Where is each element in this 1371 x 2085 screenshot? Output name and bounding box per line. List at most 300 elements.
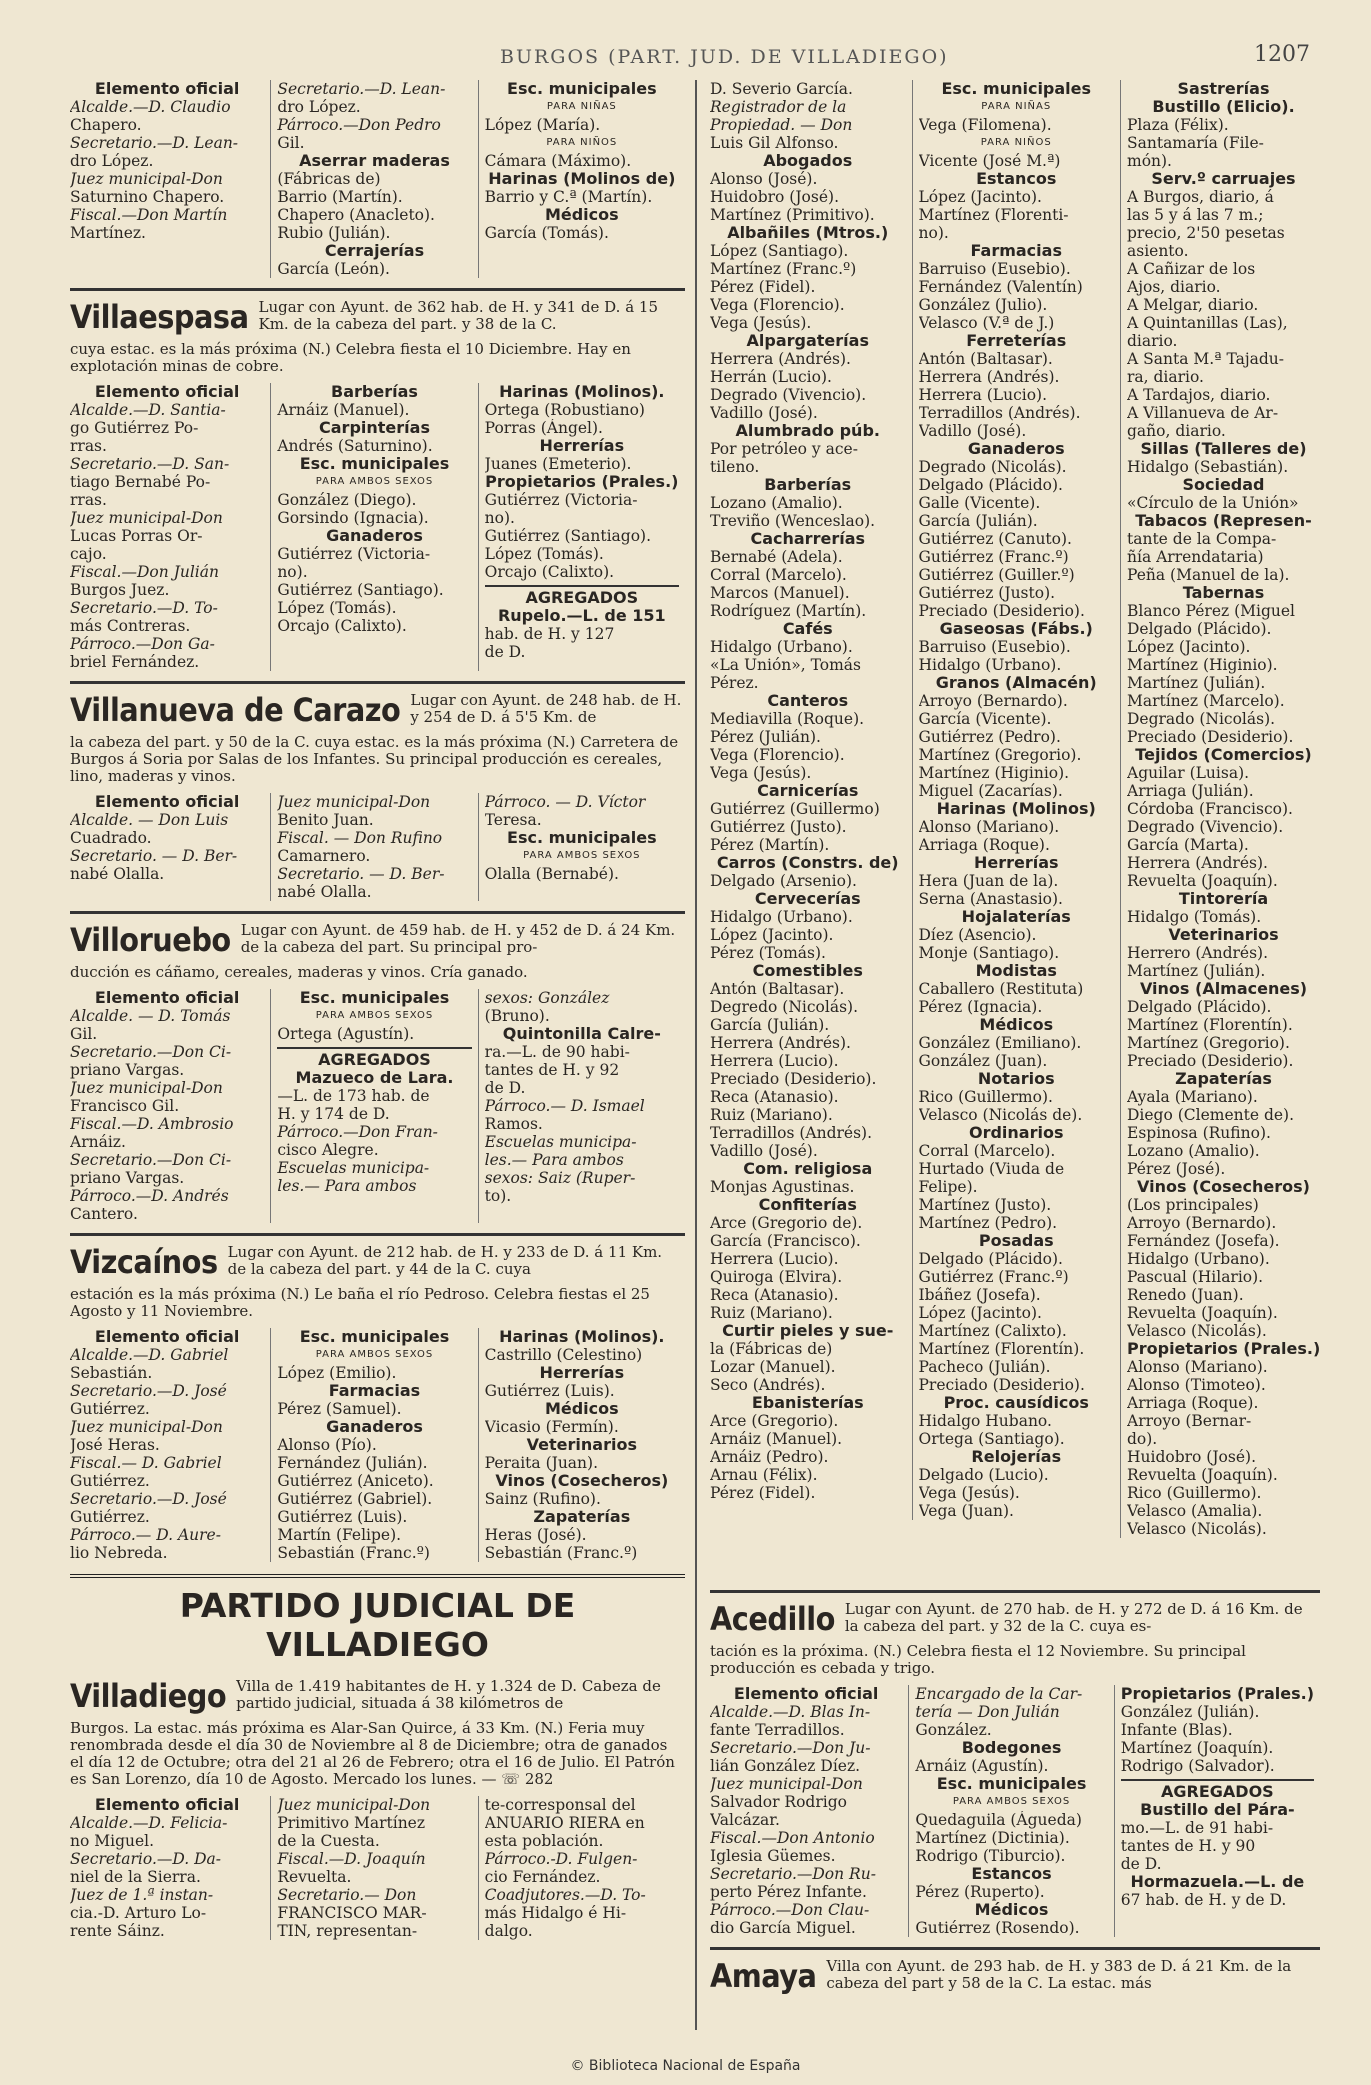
list-item: Pérez. bbox=[710, 674, 759, 692]
list-item: cisco Alegre. bbox=[277, 1141, 379, 1159]
list-item: (Los principales) bbox=[1127, 1196, 1259, 1214]
list-item: Ruiz (Mariano). bbox=[710, 1106, 833, 1124]
list-item: Ferreterías bbox=[966, 332, 1067, 350]
list-item: Salvador Rodrigo bbox=[710, 1793, 847, 1811]
list-item: Barruiso (Eusebio). bbox=[918, 638, 1071, 656]
credit-footer: © Biblioteca Nacional de España bbox=[570, 2058, 801, 2074]
list-item: Arce (Gregorio). bbox=[710, 1412, 839, 1430]
directory-col-c bbox=[1120, 80, 1320, 1538]
list-item: Ganaderos bbox=[967, 440, 1065, 458]
list-item: esta población. bbox=[484, 1832, 604, 1850]
list-item: de la Cuesta. bbox=[277, 1832, 380, 1850]
list-item: Secretario.— Don bbox=[277, 1886, 417, 1904]
list-item: Herrero (Andrés). bbox=[1127, 944, 1269, 962]
town-heading-villaespasa bbox=[70, 288, 685, 335]
list-item: González. bbox=[915, 1721, 992, 1739]
list-item: Párroco. — D. Víctor bbox=[484, 793, 646, 811]
list-item: Juez municipal-Don bbox=[70, 170, 223, 188]
villaespasa-col3 bbox=[478, 383, 685, 671]
list-item: asiento. bbox=[1127, 242, 1189, 260]
list-item: les.— Para ambos bbox=[277, 1177, 417, 1195]
list-item: García (Vicente). bbox=[918, 710, 1052, 728]
list-item: Ibáñez (Josefa). bbox=[918, 1286, 1041, 1304]
list-item: Pérez (Samuel). bbox=[277, 1400, 402, 1418]
list-item: te-corresponsal del bbox=[484, 1796, 636, 1814]
list-item: Harinas (Molinos de) bbox=[488, 170, 676, 188]
list-item: Degrado (Vivencio). bbox=[1127, 818, 1284, 836]
list-item: Ajos, diario. bbox=[1127, 278, 1221, 296]
list-item: Francisco Gil. bbox=[70, 1097, 180, 1115]
list-item: Ebanisterías bbox=[751, 1394, 864, 1412]
list-item: Serna (Anastasio). bbox=[918, 890, 1063, 908]
list-item: mo.—L. de 91 habi- bbox=[1120, 1819, 1274, 1837]
list-item: Harinas (Molinos) bbox=[936, 800, 1096, 818]
list-item: Delgado (Arsenio). bbox=[710, 872, 857, 890]
list-item: Alumbrado púb. bbox=[735, 422, 880, 440]
list-item: Carpinterías bbox=[319, 419, 430, 437]
list-item: las 5 y á las 7 m.; bbox=[1127, 206, 1264, 224]
list-item: Ramos. bbox=[484, 1115, 543, 1133]
list-item: Juez municipal-Don bbox=[70, 509, 223, 527]
list-item: Quintonilla Calre- bbox=[502, 1025, 661, 1043]
list-item: Fernández (Julián). bbox=[277, 1454, 428, 1472]
list-item: Esc. municipales bbox=[941, 80, 1092, 98]
list-item: A Burgos, diario, á bbox=[1127, 188, 1274, 206]
list-item: no). bbox=[484, 509, 515, 527]
list-item: Delgado (Plácido). bbox=[1127, 998, 1272, 1016]
list-item: Notarios bbox=[977, 1070, 1055, 1088]
list-item: Pérez (Julián). bbox=[710, 728, 821, 746]
list-item: dro López. bbox=[277, 98, 361, 116]
town-heading-villadiego bbox=[70, 1670, 685, 1714]
list-item: Peña (Manuel de la). bbox=[1127, 566, 1290, 584]
list-item: cio Fernández. bbox=[484, 1868, 601, 1886]
list-item: Sebastián (Franc.º) bbox=[484, 1544, 638, 1562]
list-item: Esc. municipales bbox=[507, 829, 657, 847]
list-item: Párroco.—Don Ga- bbox=[70, 635, 215, 653]
list-item: Preciado (Desiderio). bbox=[918, 1376, 1085, 1394]
list-item: Arnáiz. bbox=[70, 1133, 126, 1151]
list-item: Aserrar maderas bbox=[299, 152, 450, 170]
list-item: Huidobro (José). bbox=[1127, 1448, 1256, 1466]
list-item: Revuelta. bbox=[277, 1868, 352, 1886]
list-item: Fiscal.—D. Joaquín bbox=[277, 1850, 426, 1868]
list-item: Hidalgo (Urbano). bbox=[918, 656, 1062, 674]
list-item: Gutiérrez (Pedro). bbox=[918, 728, 1061, 746]
list-item: Espinosa (Rufino). bbox=[1127, 1124, 1271, 1142]
list-item: Médicos bbox=[979, 1016, 1054, 1034]
villadiego-block bbox=[70, 1796, 685, 1940]
list-item: Pérez (Fidel). bbox=[710, 1484, 816, 1502]
list-item: Zapaterías bbox=[533, 1508, 631, 1526]
list-item: PARA NIÑAS bbox=[981, 101, 1052, 112]
list-item: Arnáiz (Agustín). bbox=[915, 1757, 1049, 1775]
acedillo-col2 bbox=[908, 1685, 1113, 1937]
list-item: Cafés bbox=[782, 620, 833, 638]
list-item: AGREGADOS bbox=[277, 1047, 471, 1069]
list-item: Herrera (Andrés). bbox=[1127, 854, 1268, 872]
list-item: Rodrigo (Salvador). bbox=[1120, 1757, 1275, 1775]
bottom-right-block bbox=[710, 1580, 1320, 2030]
list-item: Gutiérrez (Guillermo) bbox=[710, 800, 880, 818]
list-item: Martínez (Marcelo). bbox=[1127, 692, 1285, 710]
list-item: Comestibles bbox=[752, 962, 863, 980]
list-item: Gutiérrez (Luis). bbox=[484, 1382, 615, 1400]
list-item: Porras (Ángel). bbox=[484, 419, 603, 437]
list-item: Mazueco de Lara. bbox=[295, 1069, 454, 1087]
list-item: Médicos bbox=[544, 1400, 619, 1418]
list-item: Secretario.—Don Ju- bbox=[710, 1739, 871, 1757]
list-item: Escuelas municipa- bbox=[277, 1159, 430, 1177]
list-item: Lozano (Amalio). bbox=[710, 494, 843, 512]
list-item: Hurtado (Viuda de bbox=[918, 1160, 1065, 1178]
list-item: Fiscal.— D. Gabriel bbox=[70, 1454, 222, 1472]
list-item: Bernabé (Adela). bbox=[710, 548, 843, 566]
list-item: Vega (Juan). bbox=[918, 1502, 1014, 1520]
list-item: A Quintanillas (Las), bbox=[1127, 314, 1288, 332]
list-item: López (Tomás). bbox=[277, 599, 397, 617]
list-item: Farmacias bbox=[970, 242, 1062, 260]
list-item: Alcalde.—D. Blas In- bbox=[710, 1703, 871, 1721]
list-item: López (María). bbox=[484, 116, 601, 134]
list-item: PARA AMBOS SEXOS bbox=[315, 1010, 434, 1021]
list-item: ra.—L. de 90 habi- bbox=[484, 1043, 630, 1061]
list-item: Herrera (Andrés). bbox=[710, 1034, 851, 1052]
list-item: perto Pérez Infante. bbox=[710, 1883, 867, 1901]
list-item: Secretario.—D. José bbox=[70, 1382, 227, 1400]
list-item: Chapero (Anacleto). bbox=[277, 206, 435, 224]
list-item: Barrio y C.ª (Martín). bbox=[484, 188, 653, 206]
list-item: Andrés (Saturnino). bbox=[277, 437, 433, 455]
list-item: Proc. causídicos bbox=[943, 1394, 1089, 1412]
list-item: Fiscal.—Don Martín bbox=[70, 206, 228, 224]
list-item: Herrerías bbox=[973, 854, 1059, 872]
list-item: Vega (Jesús). bbox=[710, 764, 812, 782]
list-item: Modistas bbox=[975, 962, 1057, 980]
list-item: Quedaguila (Águeda) bbox=[915, 1811, 1082, 1829]
list-item: Carros (Constrs. de) bbox=[716, 854, 899, 872]
list-item: ra, diario. bbox=[1127, 368, 1204, 386]
list-item: Fiscal.—Don Julián bbox=[70, 563, 219, 581]
list-item: Secretario.—D. Da- bbox=[70, 1850, 222, 1868]
list-item: Vega (Jesús). bbox=[918, 1484, 1020, 1502]
list-item: Secretario.—D. San- bbox=[70, 455, 230, 473]
list-item: Zapaterías bbox=[1175, 1070, 1272, 1088]
list-item: Fiscal. — Don Rufino bbox=[277, 829, 443, 847]
list-item: les.— Para ambos bbox=[484, 1151, 624, 1169]
top-col3 bbox=[478, 80, 685, 278]
town-name: Vizcaínos bbox=[70, 1243, 218, 1281]
town-desc: Villa con Ayunt. de 293 hab. de H. y 383 de D. á 21 Km. de la cabeza del part y 58 de la C. La estac. más bbox=[826, 1957, 1292, 1992]
list-item: Tejidos (Comercios) bbox=[1135, 746, 1312, 764]
list-item: Elemento oficial bbox=[94, 1328, 240, 1346]
list-item: Olalla (Bernabé). bbox=[484, 865, 619, 883]
list-item: Gutiérrez (Franc.º) bbox=[918, 1268, 1069, 1286]
list-item: Sociedad bbox=[1182, 476, 1265, 494]
list-item: Díez (Asencio). bbox=[918, 926, 1037, 944]
list-item: Herrerías bbox=[539, 1364, 625, 1382]
list-item: rras. bbox=[70, 491, 107, 509]
list-item: Secretario.—D. Lean- bbox=[70, 134, 239, 152]
list-item: Caballero (Restituta) bbox=[918, 980, 1084, 998]
list-item: Vadillo (José). bbox=[710, 404, 818, 422]
list-item: Benito Juan. bbox=[277, 811, 374, 829]
list-item: tante de la Compa- bbox=[1127, 530, 1277, 548]
list-item: Secretario.—D. José bbox=[70, 1490, 227, 1508]
list-item: López (Jacinto). bbox=[918, 1304, 1042, 1322]
list-item: Seco (Andrés). bbox=[710, 1376, 826, 1394]
list-item: Hidalgo (Sebastián). bbox=[1127, 458, 1289, 476]
list-item: priano Vargas. bbox=[70, 1169, 185, 1187]
list-item: Elemento oficial bbox=[94, 80, 240, 98]
list-item: Veterinarios bbox=[526, 1436, 637, 1454]
list-item: PARA AMBOS SEXOS bbox=[315, 1349, 434, 1360]
list-item: Martínez (Florentín). bbox=[918, 1340, 1085, 1358]
list-item: Alcalde.—D. Claudio bbox=[70, 98, 231, 116]
list-item: Preciado (Desiderio). bbox=[710, 1070, 877, 1088]
list-item: Hidalgo Hubano. bbox=[918, 1412, 1052, 1430]
list-item: Marcos (Manuel). bbox=[710, 584, 850, 602]
town-name: Acedillo bbox=[710, 1600, 835, 1638]
list-item: Fiscal.—D. Ambrosio bbox=[70, 1115, 234, 1133]
list-item: Heras (José). bbox=[484, 1526, 587, 1544]
list-item: Antón (Baltasar). bbox=[710, 980, 845, 998]
list-item: tileno. bbox=[710, 458, 760, 476]
list-item: Gutiérrez (Guiller.º) bbox=[918, 566, 1075, 584]
villanueva-col3 bbox=[478, 793, 685, 901]
list-item: A Santa M.ª Tajadu- bbox=[1127, 350, 1285, 368]
list-item: Esc. municipales bbox=[507, 80, 657, 98]
list-item: Diego (Clemente de). bbox=[1127, 1106, 1295, 1124]
list-item: Alonso (José). bbox=[710, 170, 818, 188]
list-item: Herrera (Andrés). bbox=[918, 368, 1060, 386]
list-item: Pérez (Ignacia). bbox=[918, 998, 1043, 1016]
list-item: Vinos (Almacenes) bbox=[1139, 980, 1308, 998]
list-item: Martínez (Gregorio). bbox=[1127, 1034, 1290, 1052]
villanueva-col2 bbox=[270, 793, 477, 901]
list-item: Secretario.—D. Lean- bbox=[277, 80, 446, 98]
town-name: Amaya bbox=[710, 1957, 817, 1995]
list-item: Reca (Atanasio). bbox=[710, 1286, 839, 1304]
list-item: Carnicerías bbox=[757, 782, 859, 800]
list-item: Fiscal.—Don Antonio bbox=[710, 1829, 875, 1847]
list-item: Secretario.—Don Ru- bbox=[710, 1865, 876, 1883]
list-item: diario. bbox=[1127, 332, 1178, 350]
list-item: Granos (Almacén) bbox=[935, 674, 1097, 692]
list-item: de D. bbox=[484, 1079, 526, 1097]
list-item: Martínez (Higinio). bbox=[1127, 656, 1278, 674]
town-desc: Lugar con Ayunt. de 248 hab. de H. y 254 de D. á 5'5 Km. de bbox=[410, 691, 682, 726]
town-heading-villoruebo bbox=[70, 911, 685, 958]
list-item: Miguel (Zacarías). bbox=[918, 782, 1063, 800]
list-item: Gutiérrez. bbox=[70, 1508, 150, 1526]
list-item: Posadas bbox=[978, 1232, 1054, 1250]
list-item: Rodrigo (Tiburcio). bbox=[915, 1847, 1066, 1865]
list-item: PARA NIÑOS bbox=[546, 137, 618, 148]
list-item: Plaza (Félix). bbox=[1127, 116, 1229, 134]
villadiego-directory bbox=[710, 80, 1120, 1520]
list-item: Martínez (Primitivo). bbox=[710, 206, 875, 224]
list-item: Velasco (Amalia). bbox=[1127, 1502, 1263, 1520]
list-item: Juez municipal-Don bbox=[277, 793, 431, 811]
list-item: Terradillos (Andrés). bbox=[710, 1124, 873, 1142]
list-item: Bustillo del Pára- bbox=[1140, 1801, 1295, 1819]
list-item: Arriaga (Roque). bbox=[1127, 1394, 1259, 1412]
list-item: López (Emilio). bbox=[277, 1364, 397, 1382]
list-item: cajo. bbox=[70, 545, 107, 563]
list-item: Reca (Atanasio). bbox=[710, 1088, 839, 1106]
list-item: Velasco (Nicolás). bbox=[1127, 1520, 1267, 1538]
list-item: Ganaderos bbox=[326, 527, 423, 545]
list-item: Cacharrerías bbox=[750, 530, 866, 548]
acedillo-col1 bbox=[710, 1685, 908, 1937]
villanueva-block bbox=[70, 793, 685, 901]
column-divider bbox=[695, 80, 697, 2030]
list-item: 67 hab. de H. y de D. bbox=[1120, 1891, 1287, 1909]
villaespasa-col2 bbox=[270, 383, 477, 671]
list-item: González (Julio). bbox=[918, 296, 1048, 314]
list-item: Juez municipal-Don bbox=[710, 1775, 863, 1793]
list-item: —L. de 173 hab. de bbox=[277, 1087, 430, 1105]
list-item: Antón (Baltasar). bbox=[918, 350, 1053, 368]
list-item: Delgado (Plácido). bbox=[918, 476, 1063, 494]
list-item: Pérez (Tomás). bbox=[710, 944, 826, 962]
list-item: Martínez (Justo). bbox=[918, 1196, 1052, 1214]
list-item: Orcajo (Calixto). bbox=[277, 617, 407, 635]
town-name: Villoruebo bbox=[70, 921, 231, 959]
list-item: ñía Arrendataria) bbox=[1127, 548, 1264, 566]
list-item: Alcalde. — D. Tomás bbox=[70, 1007, 231, 1025]
list-item: Párroco.-D. Fulgen- bbox=[484, 1850, 638, 1868]
list-item: Canteros bbox=[767, 692, 849, 710]
list-item: TIN, representan- bbox=[277, 1922, 418, 1940]
list-item: Gutiérrez (Santiago). bbox=[484, 527, 652, 545]
villanueva-col1 bbox=[70, 793, 270, 901]
list-item: Cerrajerías bbox=[324, 242, 425, 260]
list-item: Martínez (Calixto). bbox=[918, 1322, 1067, 1340]
list-item: García (Francisco). bbox=[710, 1232, 861, 1250]
list-item: gaño, diario. bbox=[1127, 422, 1226, 440]
town-desc-cont: tación es la próxima. (N.) Celebra fiesta el 12 Noviembre. Su principal producción es cebada y trigo. bbox=[710, 1642, 1246, 1677]
list-item: Rupelo.—L. de 151 bbox=[497, 607, 666, 625]
list-item: Albañiles (Mtros.) bbox=[727, 224, 889, 242]
list-item: Herrerías bbox=[539, 437, 625, 455]
list-item: Lozar (Manuel). bbox=[710, 1358, 836, 1376]
list-item: Degrado (Nicolás). bbox=[918, 458, 1067, 476]
list-item: Esc. municipales bbox=[299, 1328, 450, 1346]
list-item: Arriaga (Roque). bbox=[918, 836, 1050, 854]
list-item: Córdoba (Francisco). bbox=[1127, 800, 1293, 818]
list-item: (Fábricas de) bbox=[277, 170, 381, 188]
list-item: Barberías bbox=[331, 383, 418, 401]
partido-title: PARTIDO JUDICIAL DE VILLADIEGO bbox=[70, 1574, 685, 1664]
list-item: Terradillos (Andrés). bbox=[918, 404, 1081, 422]
list-item: Juez municipal-Don bbox=[277, 1796, 431, 1814]
list-item: Juanes (Emeterio). bbox=[484, 455, 632, 473]
list-item: Escuelas municipa- bbox=[484, 1133, 637, 1151]
list-item: Esc. municipales bbox=[936, 1775, 1087, 1793]
running-title: BURGOS (PART. JUD. DE VILLADIEGO) bbox=[500, 46, 949, 68]
list-item: Velasco (Nicolás). bbox=[1127, 1322, 1267, 1340]
list-item: (Bruno). bbox=[484, 1007, 550, 1025]
list-item: García (Julián). bbox=[918, 512, 1038, 530]
list-item: Martín (Felipe). bbox=[277, 1526, 402, 1544]
list-item: Arnáiz (Manuel). bbox=[710, 1430, 843, 1448]
list-item: Médicos bbox=[544, 206, 619, 224]
list-item: Corral (Marcelo). bbox=[918, 1142, 1056, 1160]
list-item: Elemento oficial bbox=[94, 1796, 240, 1814]
list-item: Revuelta (Joaquín). bbox=[1127, 1304, 1278, 1322]
middle-column bbox=[710, 80, 1120, 1600]
list-item: Estancos bbox=[976, 170, 1057, 188]
list-item: Esc. municipales bbox=[299, 455, 450, 473]
list-item: Herrera (Andrés). bbox=[710, 350, 851, 368]
list-item: Velasco (V.ª de J.) bbox=[918, 314, 1055, 332]
left-column bbox=[70, 80, 685, 2030]
town-name: Villanueva de Carazo bbox=[70, 691, 401, 729]
list-item: Por petróleo y ace- bbox=[710, 440, 858, 458]
right-column bbox=[1120, 80, 1320, 1600]
town-heading-vizcainos bbox=[70, 1233, 685, 1280]
list-item: Gutiérrez (Rosendo). bbox=[915, 1919, 1080, 1937]
list-item: Ortega (Agustín). bbox=[277, 1025, 415, 1043]
list-item: Tintorería bbox=[1178, 890, 1269, 908]
villaespasa-block bbox=[70, 383, 685, 671]
list-item: to). bbox=[484, 1187, 512, 1205]
list-item: AGREGADOS bbox=[485, 585, 679, 607]
list-item: Com. religiosa bbox=[743, 1160, 873, 1178]
list-item: Pérez (Fidel). bbox=[710, 278, 816, 296]
list-item: Gutiérrez (Santiago). bbox=[277, 581, 444, 599]
list-item: Blanco Pérez (Miguel bbox=[1127, 602, 1296, 620]
villadiego-col3 bbox=[478, 1796, 685, 1940]
list-item: Degrado (Nicolás). bbox=[1127, 710, 1276, 728]
list-item: más Hidalgo é Hi- bbox=[484, 1904, 627, 1922]
list-item: do). bbox=[1127, 1430, 1158, 1448]
list-item: FRANCISCO MAR- bbox=[277, 1904, 427, 1922]
list-item: García (Tomás). bbox=[484, 224, 609, 242]
list-item: Chapero. bbox=[70, 116, 142, 134]
page-header bbox=[60, 40, 1310, 70]
list-item: tantes de H. y 90 bbox=[1120, 1837, 1256, 1855]
list-item: Harinas (Molinos). bbox=[499, 1328, 665, 1346]
list-item: H. y 174 de D. bbox=[277, 1105, 390, 1123]
list-item: Martínez (Higinio). bbox=[918, 764, 1070, 782]
list-item: Arnáiz (Pedro). bbox=[710, 1448, 829, 1466]
list-item: Ordinarios bbox=[968, 1124, 1064, 1142]
list-item: la (Fábricas de) bbox=[710, 1340, 833, 1358]
list-item: Arroyo (Bernardo). bbox=[1127, 1214, 1277, 1232]
list-item: Sebastián (Franc.º) bbox=[277, 1544, 430, 1562]
list-item: Propietarios (Prales.) bbox=[1127, 1340, 1320, 1358]
list-item: Arnau (Félix). bbox=[710, 1466, 818, 1484]
villaespasa-col1 bbox=[70, 383, 270, 671]
town-desc: Lugar con Ayunt. de 270 hab. de H. y 272 de D. á 16 Km. de la cabeza del part. y 32 de la C. cuya es- bbox=[844, 1600, 1303, 1635]
list-item: Rubio (Julián). bbox=[277, 224, 391, 242]
list-item: cia.-D. Arturo Lo- bbox=[70, 1904, 207, 1922]
list-item: Orcajo (Calixto). bbox=[484, 563, 615, 581]
list-item: Rico (Guillermo). bbox=[1127, 1484, 1262, 1502]
list-item: Alcalde.—D. Felicia- bbox=[70, 1814, 228, 1832]
list-item: go Gutiérrez Po- bbox=[70, 419, 199, 437]
list-item: Martínez (Julián). bbox=[1127, 962, 1266, 980]
list-item: Gutiérrez (Victoria- bbox=[277, 545, 431, 563]
list-item: Tabacos (Represen- bbox=[1135, 512, 1312, 530]
list-item: Abogados bbox=[763, 152, 853, 170]
list-item: Registrador de la bbox=[710, 98, 847, 116]
list-item: Encargado de la Car- bbox=[915, 1685, 1083, 1703]
list-item: Primitivo Martínez bbox=[277, 1814, 426, 1832]
